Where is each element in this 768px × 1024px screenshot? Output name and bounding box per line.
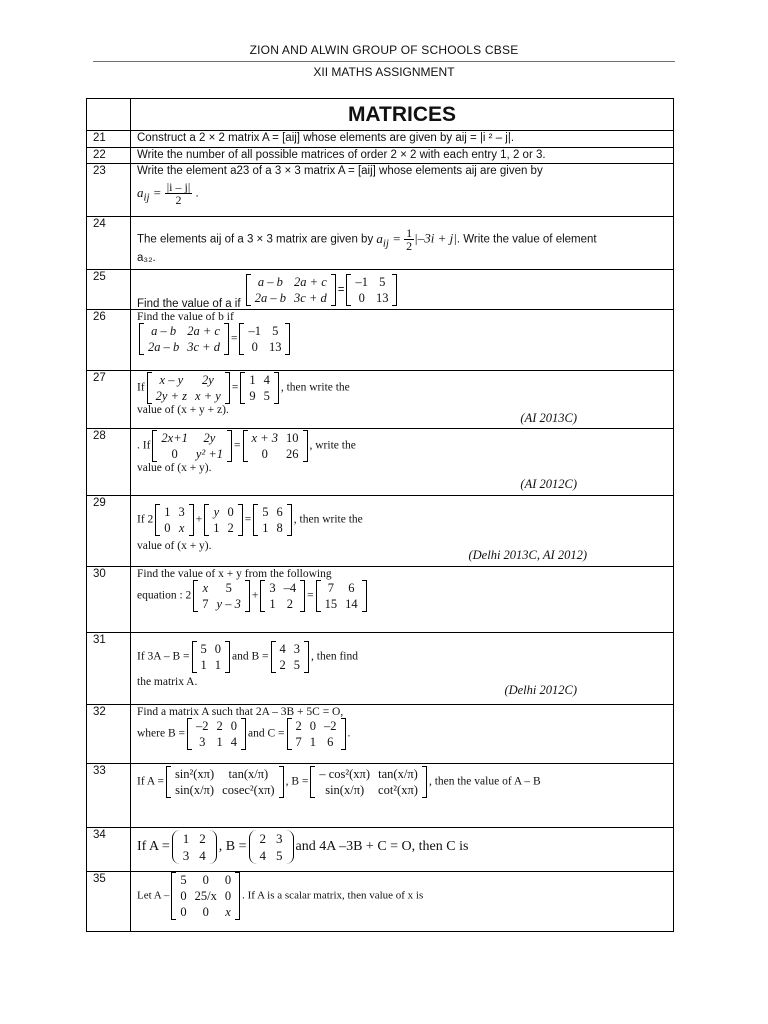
page-title: MATRICES [347, 103, 457, 126]
question-row-30 [87, 566, 673, 632]
question-row-34 [87, 827, 673, 871]
question-number: 26 [93, 311, 106, 323]
question-row-32 [87, 704, 673, 763]
question-row-35 [87, 871, 673, 931]
question-text: Write the element a23 of a 3 × 3 matrix A = [aij] whose elements aij are given by $a_{ij}$ = $\frac{|i - j|}{2}$ . [137, 165, 667, 206]
question-row-26 [87, 309, 673, 370]
question-row-33 [87, 763, 673, 827]
question-row-29 [87, 495, 673, 566]
question-text: Find the value of x + y from the following equation : 2 x 5 7 y – 3 + 3 –4 1 2 = 7 6 15 14 [137, 568, 667, 612]
assignment-title: XII MATHS ASSIGNMENT [313, 65, 455, 79]
question-number: 33 [93, 765, 106, 777]
school-name: ZION AND ALWIN GROUP OF SCHOOLS CBSE [249, 43, 519, 57]
question-row-24 [87, 216, 673, 269]
question-text: Find the value of b if a – b 2a + c 2a – b 3c + d = –1 5 0 13 [137, 311, 667, 355]
question-reference: (AI 2012C) [520, 477, 577, 491]
question-number: 29 [93, 497, 106, 509]
question-number: 24 [93, 218, 106, 230]
question-number: 21 [93, 132, 106, 144]
question-number: 28 [93, 430, 106, 442]
question-reference: (Delhi 2012C) [504, 683, 577, 697]
formula-a23: $a_{ij}$ = $\frac{|i - j|}{2}$ . [137, 180, 199, 207]
question-row-21 [87, 130, 673, 147]
question-text: Construct a 2 × 2 matrix A = [aij] whose elements are given by aij = |i ² – j|. [137, 132, 515, 144]
question-row-22 [87, 147, 673, 163]
question-number: 22 [93, 149, 106, 161]
question-number: 34 [93, 829, 106, 841]
question-text: Write the number of all possible matrices of order 2 × 2 with each entry 1, 2 or 3. [137, 149, 546, 161]
question-text: The elements aij of a 3 × 3 matrix are given by $a_{ij}$ = $\frac{1}{2}$ |–3i + j|. Write the value of element a₃₂. [137, 226, 597, 264]
question-row-27 [87, 370, 673, 428]
question-number: 31 [93, 634, 106, 646]
question-number: 25 [93, 271, 106, 283]
question-number: 23 [93, 165, 106, 177]
question-text: . If 2x+1 2y 0 y² +1 = x + 3 10 0 26 , write the value of (x + y). [137, 431, 356, 474]
question-text: Find a matrix A such that 2A – 3B + 5C = O, where B = –2 2 0 3 1 4 and C = 2 0 –2 7 1 6 . [137, 706, 351, 749]
question-text: Let A – 5 0 0 0 25/x 0 0 0 x . If A is a scalar matrix, then value of x is [137, 873, 424, 919]
question-reference: (AI 2013C) [520, 411, 577, 425]
question-row-25 [87, 269, 673, 309]
question-row-31 [87, 632, 673, 704]
question-number: 30 [93, 568, 106, 580]
question-table [86, 98, 674, 932]
question-number: 27 [93, 372, 106, 384]
question-number: 32 [93, 706, 106, 718]
question-number: 35 [93, 873, 106, 885]
question-text: Find the value of a if a – b 2a + c 2a – b 3c + d = –1 5 0 13 [137, 274, 667, 306]
question-text: If 3A – B = 5 0 1 1 and B = 4 3 2 5 , then find the matrix A. [137, 642, 358, 688]
question-text: If 2 1 3 0 x + y 0 1 2 = 5 6 1 8 , then write the value of (x + y). [137, 505, 363, 552]
question-text: If x – y 2y 2y + z x + y = 1 4 9 5 , then write the value of (x + y + z). [137, 373, 350, 416]
question-text: If A = sin²(xπ) tan(x/π) sin(x/π) cosec²(xπ) , B = – cos²(xπ) tan(x/π) sin(x/π) cot²(xπ) , then the value of A – B [137, 767, 541, 797]
question-row-28 [87, 428, 673, 495]
question-row-23 [87, 163, 673, 216]
question-reference: (Delhi 2013C, AI 2012) [468, 548, 587, 562]
header-rule [93, 61, 675, 62]
question-text: If A = 1 2 3 4 , B = 2 3 4 5 and 4A –3B + C = O, then C is [137, 831, 469, 863]
